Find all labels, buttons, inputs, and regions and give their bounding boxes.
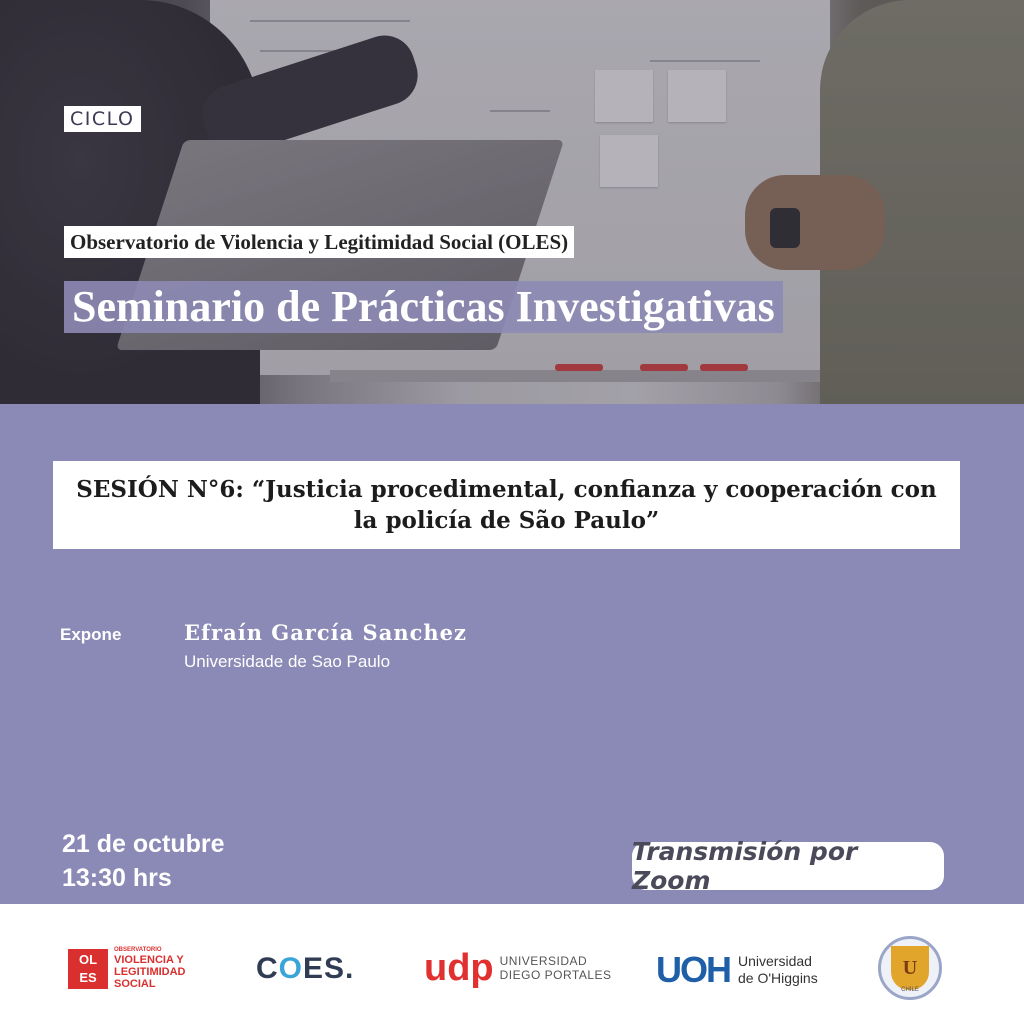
coes-logo: COES. bbox=[256, 952, 355, 985]
udp-logo: udp UNIVERSIDAD DIEGO PORTALES bbox=[424, 947, 612, 989]
zoom-transmission-badge: Transmisión por Zoom bbox=[632, 842, 944, 890]
panel-notch bbox=[904, 404, 948, 434]
uoh-logo: UOH Universidad de O'Higgins bbox=[656, 949, 818, 990]
event-time: 13:30 hrs bbox=[62, 864, 172, 892]
session-title: SESIÓN N°6: “Justicia procedimental, confianza y cooperación con la policía de São Paulo” bbox=[76, 476, 937, 534]
university-seal-logo: U CHILE bbox=[878, 936, 942, 1000]
organization-title: Observatorio de Violencia y Legitimidad Social (OLES) bbox=[64, 226, 574, 258]
speaker-label: Expone bbox=[60, 625, 122, 644]
event-date: 21 de octubre bbox=[62, 830, 225, 858]
speaker-name: Efraín García Sanchez bbox=[184, 620, 467, 645]
session-box bbox=[53, 461, 960, 549]
header-photo bbox=[0, 0, 1024, 404]
speaker-institution: Universidade de Sao Paulo bbox=[184, 652, 391, 671]
seal-shield-icon: U bbox=[891, 946, 929, 990]
seminar-title: Seminario de Prácticas Investigativas bbox=[64, 281, 783, 333]
oles-mark: OL ES bbox=[68, 949, 108, 989]
ciclo-label: CICLO bbox=[64, 106, 141, 132]
oles-logo: OL ES OBSERVATORIO VIOLENCIA Y LEGITIMIDAD SOCIAL bbox=[68, 947, 186, 990]
